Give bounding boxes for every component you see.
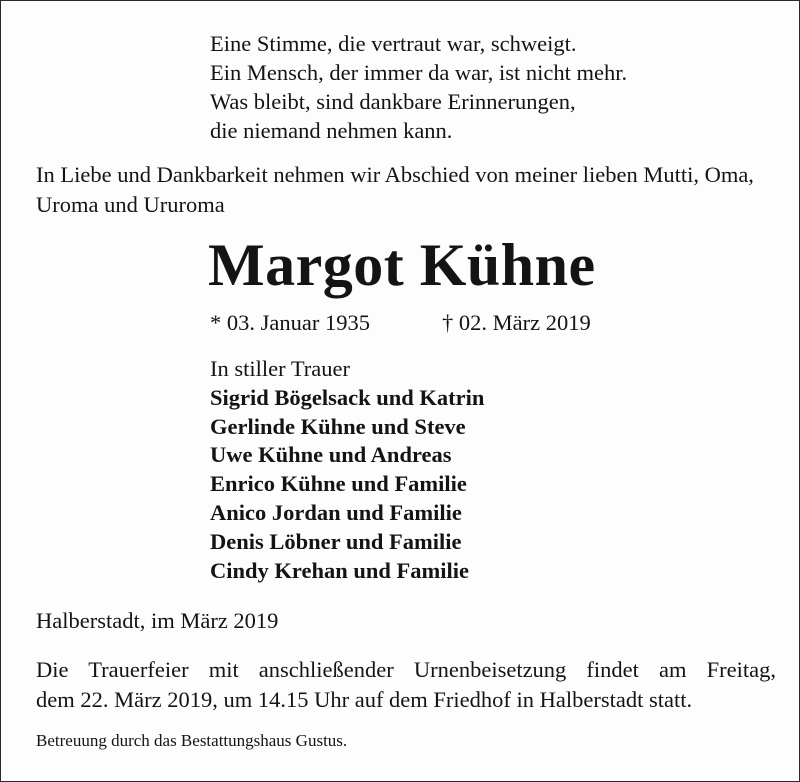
ceremony-info — [36, 655, 776, 715]
ceremony-line: dem 22. März 2019, um 14.15 Uhr auf dem Friedhof in Halberstadt statt. — [36, 687, 693, 712]
birth-date: * 03. Januar 1935 — [210, 310, 370, 335]
deceased-name: Margot Kühne — [208, 232, 596, 298]
farewell-intro: In Liebe und Dankbarkeit nehmen wir Abschied von meiner lieben Mutti, Oma, Uroma und Ururoma — [36, 162, 754, 217]
poem-line: Was bleibt, sind dankbare Erinnerungen, — [210, 89, 576, 114]
ceremony-line: Die Trauerfeier mit anschließender Urnenbeisetzung findet am Freitag, — [36, 657, 776, 682]
mourners-block — [210, 355, 484, 585]
memorial-poem — [210, 29, 627, 145]
mourner-name: Cindy Krehan und Familie — [210, 557, 470, 583]
death-date: † 02. März 2019 — [442, 310, 591, 335]
poem-line: Ein Mensch, der immer da war, ist nicht mehr. — [210, 60, 628, 85]
poem-line: Eine Stimme, die vertraut war, schweigt. — [210, 31, 577, 56]
mourner-name: Gerlinde Kühne und Steve — [210, 413, 466, 439]
mourner-name: Uwe Kühne und Andreas — [210, 442, 452, 468]
mourners-heading: In stiller Trauer — [210, 356, 350, 381]
funeral-home-note: Betreuung durch das Bestattungshaus Gustus. — [36, 731, 348, 750]
mourner-name: Sigrid Bögelsack und Katrin — [210, 384, 485, 410]
poem-line: die niemand nehmen kann. — [210, 118, 453, 143]
mourner-name: Anico Jordan und Familie — [210, 499, 462, 525]
place-and-date: Halberstadt, im März 2019 — [36, 608, 279, 633]
mourner-name: Denis Löbner und Familie — [210, 528, 462, 554]
mourner-name: Enrico Kühne und Familie — [210, 471, 467, 497]
